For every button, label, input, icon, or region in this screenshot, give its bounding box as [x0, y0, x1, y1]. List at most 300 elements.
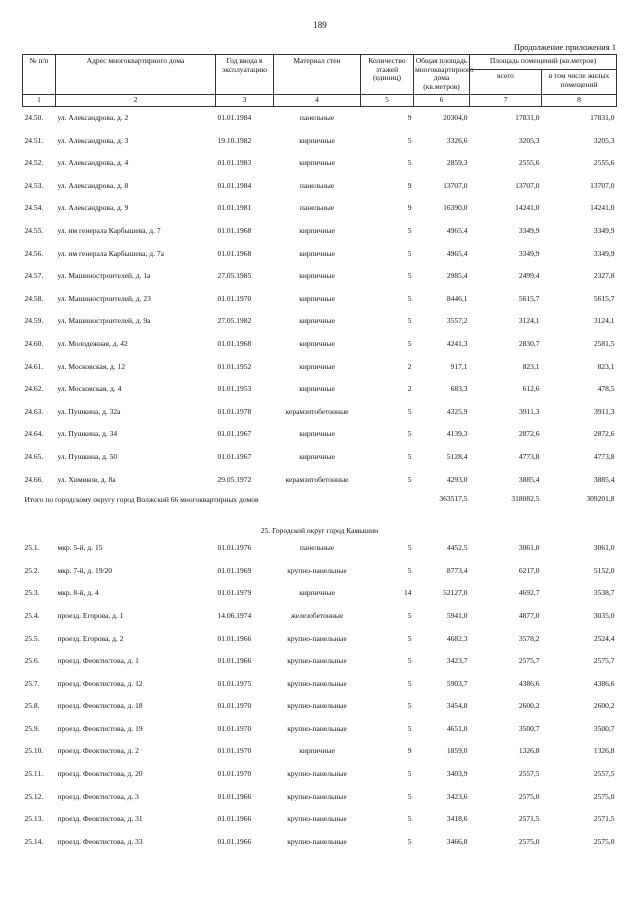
row-address: ул. Химиков, д. 8а: [57, 474, 116, 484]
row-wall-material: крупно-панельные: [287, 633, 347, 643]
row-index: 24.63.: [24, 406, 44, 416]
row-floors: 5: [407, 633, 412, 643]
row-residential-area: 3538,7: [593, 588, 615, 598]
row-premises-area: 3500,7: [518, 723, 540, 733]
row-wall-material: крупно-панельные: [287, 836, 347, 846]
row-commission-date: 01.01.1984: [217, 180, 252, 190]
row-residential-area: 14241,0: [590, 203, 615, 213]
row-premises-area: 14241,0: [515, 203, 540, 213]
row-index: 25.1.: [24, 543, 40, 553]
row-address: проезд. Феоктистова, д. 20: [57, 769, 143, 779]
row-premises-area: 3911,3: [519, 406, 540, 416]
row-address: ул. им генерала Карбышева, д. 7а: [57, 248, 164, 258]
row-address: ул. Машиностроителей, д. 23: [57, 293, 151, 303]
row-floors: 5: [407, 338, 412, 348]
row-address: ул. Александрова, д. 9: [57, 203, 129, 213]
row-residential-area: 2524,4: [593, 633, 615, 643]
row-floors: 9: [407, 180, 412, 190]
row-total-area: 20304,0: [443, 113, 468, 123]
row-wall-material: кирпичные: [299, 451, 335, 461]
row-floors: 2: [407, 384, 412, 394]
row-premises-area: 2830,7: [518, 338, 540, 348]
row-index: 25.4.: [24, 610, 40, 620]
row-floors: 5: [407, 158, 412, 168]
row-residential-area: 2600,2: [593, 701, 615, 711]
row-premises-area: 3205,3: [518, 135, 540, 145]
row-floors: 5: [407, 836, 412, 846]
header-premises-residential: в том числе жилых помещений: [542, 70, 617, 95]
row-residential-area: 2575,0: [593, 836, 615, 846]
row-commission-date: 01.01.1981: [217, 203, 252, 213]
total-area-sum: 363517,5: [439, 493, 468, 503]
row-address: проезд. Феоктистова, д. 33: [57, 836, 143, 846]
row-commission-date: 01.01.1979: [217, 588, 252, 598]
table-row: [23, 582, 617, 605]
row-premises-area: 2557,5: [518, 769, 540, 779]
row-index: 24.65.: [24, 451, 44, 461]
row-total-area: 4651,0: [446, 723, 468, 733]
row-floors: 5: [407, 701, 412, 711]
row-index: 24.61.: [24, 361, 44, 371]
table-row: [23, 740, 617, 763]
table-row: [23, 627, 617, 650]
row-total-area: 13707,0: [443, 180, 468, 190]
row-total-area: 4241,3: [446, 338, 468, 348]
row-commission-date: 01.01.1966: [217, 656, 252, 666]
row-index: 24.51.: [24, 135, 44, 145]
row-total-area: 3403,9: [446, 769, 468, 779]
row-floors: 5: [407, 451, 412, 461]
row-address: ул. Александрова, д. 3: [57, 135, 129, 145]
row-wall-material: кирпичные: [299, 316, 335, 326]
row-premises-area: 4773,8: [518, 451, 540, 461]
row-premises-area: 2575,7: [518, 656, 540, 666]
row-index: 25.2.: [24, 565, 40, 575]
row-total-area: 3326,6: [446, 135, 468, 145]
row-residential-area: 2581,5: [593, 338, 615, 348]
row-commission-date: 01.01.1969: [217, 565, 252, 575]
row-wall-material: крупно-панельные: [287, 678, 347, 688]
column-number: 3: [216, 94, 274, 106]
row-floors: 5: [407, 474, 412, 484]
column-number: 8: [542, 94, 617, 106]
row-total-area: 4965,4: [446, 226, 468, 236]
row-wall-material: крупно-панельные: [287, 769, 347, 779]
row-residential-area: 17831,0: [590, 113, 615, 123]
row-premises-area: 2872,6: [518, 429, 540, 439]
row-premises-area: 1326,8: [518, 746, 540, 756]
table-row: [23, 242, 617, 265]
table-row: [23, 763, 617, 786]
row-residential-area: 4773,8: [593, 451, 615, 461]
row-commission-date: 01.01.1976: [217, 543, 252, 553]
row-total-area: 683,3: [450, 384, 468, 394]
row-floors: 9: [407, 746, 412, 756]
row-address: проезд. Феоктистова, д. 18: [57, 701, 143, 711]
row-commission-date: 01.01.1953: [217, 384, 252, 394]
row-address: проезд. Феоктистова, д. 3: [57, 791, 139, 801]
section-title: 25. Городской округ город Камышин: [260, 525, 379, 535]
table-row: [23, 785, 617, 808]
row-residential-area: 3205,3: [593, 135, 615, 145]
header-total-area: Общая площадь многоквартирного дома (кв.метров): [414, 55, 470, 95]
row-wall-material: панельные: [299, 180, 335, 190]
table-row: [23, 310, 617, 333]
row-premises-area: 2575,0: [518, 791, 540, 801]
row-index: 24.57.: [24, 271, 44, 281]
row-floors: 5: [407, 814, 412, 824]
row-wall-material: панельные: [299, 543, 335, 553]
row-address: ул. Александрова, д. 8: [57, 180, 129, 190]
column-number-row: [23, 94, 617, 106]
header-premises-total: всего: [470, 70, 542, 95]
row-floors: 5: [407, 610, 412, 620]
row-commission-date: 27.05.1985: [217, 271, 252, 281]
row-premises-area: 4877,0: [518, 610, 540, 620]
row-wall-material: крупно-панельные: [287, 701, 347, 711]
row-premises-area: 2555,6: [518, 158, 540, 168]
row-address: ул. им генерала Карбышева, д. 7: [57, 226, 161, 236]
row-residential-area: 3124,1: [593, 316, 615, 326]
row-floors: 5: [407, 565, 412, 575]
row-wall-material: кирпичные: [299, 338, 335, 348]
row-premises-area: 3124,1: [518, 316, 540, 326]
row-residential-area: 3885,4: [593, 474, 615, 484]
row-commission-date: 01.01.1968: [217, 248, 252, 258]
row-index: 25.11.: [24, 769, 43, 779]
row-residential-area: 2327,8: [593, 271, 615, 281]
row-premises-area: 4692,7: [518, 588, 540, 598]
row-commission-date: 29.05.1972: [217, 474, 252, 484]
table-row: [23, 672, 617, 695]
row-address: проезд. Феоктистова, д. 19: [57, 723, 143, 733]
header-row: [23, 55, 617, 70]
row-floors: 5: [407, 429, 412, 439]
table-row: [23, 808, 617, 831]
row-commission-date: 01.01.1984: [217, 113, 252, 123]
row-address: проезд. Феоктистова, д. 31: [57, 814, 143, 824]
row-residential-area: 478,5: [597, 384, 615, 394]
table-row: [23, 378, 617, 401]
row-residential-area: 3035,0: [593, 610, 615, 620]
row-address: мкр. 8-й, д. 4: [57, 588, 99, 598]
row-commission-date: 19.10.1982: [217, 135, 252, 145]
column-number: 5: [361, 94, 414, 106]
row-commission-date: 01.01.1970: [217, 723, 252, 733]
row-index: 25.8.: [24, 701, 40, 711]
row-premises-area: 2575,0: [518, 836, 540, 846]
table-row: [23, 152, 617, 175]
row-total-area: 3466,8: [446, 836, 468, 846]
row-floors: 5: [407, 769, 412, 779]
row-address: ул. Машиностроителей, д. 9а: [57, 316, 151, 326]
row-wall-material: кирпичные: [299, 158, 335, 168]
table-row: [23, 400, 617, 423]
row-total-area: 4965,4: [446, 248, 468, 258]
row-address: ул. Александрова, д. 4: [57, 158, 129, 168]
total-premises-sum: 318082,5: [511, 493, 540, 503]
row-wall-material: кирпичные: [299, 429, 335, 439]
row-index: 24.59.: [24, 316, 44, 326]
column-number: 6: [414, 94, 470, 106]
total-block: [23, 491, 617, 537]
row-residential-area: 4386,6: [593, 678, 615, 688]
row-residential-area: 5615,7: [593, 293, 615, 303]
row-premises-area: 2571,5: [518, 814, 540, 824]
row-total-area: 5128,4: [446, 451, 468, 461]
row-index: 24.60.: [24, 338, 44, 348]
row-floors: 5: [407, 543, 412, 553]
row-residential-area: 2555,6: [593, 158, 615, 168]
table-row: [23, 287, 617, 310]
row-commission-date: 01.01.1968: [217, 338, 252, 348]
table-row: [23, 604, 617, 627]
row-commission-date: 01.01.1968: [217, 226, 252, 236]
total-label: Итого по городскому округу город Волжский 66 многоквартирных домов: [24, 494, 259, 504]
header-address: Адрес многоквартирного дома: [56, 55, 216, 95]
row-address: мкр. 5-й, д. 15: [57, 543, 103, 553]
row-floors: 5: [407, 248, 412, 258]
section-title-row: [23, 525, 617, 537]
row-total-area: 3423,6: [446, 791, 468, 801]
row-index: 24.62.: [24, 384, 44, 394]
row-address: проезд. Феоктистова, д. 1: [57, 656, 139, 666]
row-premises-area: 3885,4: [518, 474, 540, 484]
row-commission-date: 01.01.1970: [217, 293, 252, 303]
row-commission-date: 01.01.1970: [217, 701, 252, 711]
table-row: [23, 423, 617, 446]
row-commission-date: 01.01.1983: [217, 158, 252, 168]
row-wall-material: кирпичные: [299, 588, 335, 598]
table-row: [23, 717, 617, 740]
row-floors: 9: [407, 113, 412, 123]
row-residential-area: 3500,7: [593, 723, 615, 733]
row-floors: 5: [407, 723, 412, 733]
column-number: 4: [274, 94, 361, 106]
row-wall-material: железобетонные: [290, 610, 344, 620]
row-residential-area: 3349,9: [593, 248, 615, 258]
row-wall-material: панельные: [299, 203, 335, 213]
table-row: [23, 219, 617, 242]
header-index: № п/п: [23, 55, 56, 95]
row-total-area: 3418,6: [446, 814, 468, 824]
row-wall-material: кирпичные: [299, 271, 335, 281]
row-wall-material: крупно-панельные: [287, 814, 347, 824]
row-wall-material: кирпичные: [299, 226, 335, 236]
row-premises-area: 2600,2: [518, 701, 540, 711]
table-row: [23, 650, 617, 673]
row-total-area: 2859,3: [446, 158, 468, 168]
row-index: 24.66.: [24, 474, 44, 484]
row-address: проезд. Егорова, д. 2: [57, 633, 124, 643]
row-residential-area: 823,1: [597, 361, 615, 371]
total-residential-sum: 309201,8: [586, 493, 615, 503]
housing-register-table: [22, 54, 617, 853]
row-floors: 5: [407, 135, 412, 145]
row-wall-material: керамзитобетонные: [285, 474, 349, 484]
row-wall-material: кирпичные: [299, 361, 335, 371]
row-commission-date: 01.01.1966: [217, 814, 252, 824]
header-floors: Количество этажей (единиц): [361, 55, 414, 95]
row-commission-date: 01.01.1952: [217, 361, 252, 371]
row-premises-area: 5615,7: [518, 293, 540, 303]
row-index: 25.13.: [24, 814, 44, 824]
row-index: 24.53.: [24, 180, 44, 190]
row-address: ул. Московская, д. 12: [57, 361, 126, 371]
continuation-note: Продолжение приложения 1: [513, 42, 616, 52]
table-row: [23, 559, 617, 582]
row-commission-date: 27.05.1982: [217, 316, 252, 326]
row-address: ул. Пушкина, д. 50: [57, 451, 118, 461]
row-commission-date: 01.01.1967: [217, 429, 252, 439]
row-total-area: 3557,2: [446, 316, 468, 326]
row-total-area: 2985,4: [446, 271, 468, 281]
row-total-area: 1859,0: [446, 746, 468, 756]
column-number: 1: [23, 94, 56, 106]
row-commission-date: 01.01.1967: [217, 451, 252, 461]
row-address: проезд. Феоктистова, д. 12: [57, 678, 143, 688]
row-commission-date: 14.06.1974: [217, 610, 252, 620]
row-residential-area: 2575,7: [593, 656, 615, 666]
row-floors: 5: [407, 678, 412, 688]
row-total-area: 4139,3: [446, 429, 468, 439]
row-index: 25.3.: [24, 588, 40, 598]
table-row: [23, 265, 617, 288]
column-number: 2: [56, 94, 216, 106]
row-wall-material: кирпичные: [299, 384, 335, 394]
row-total-area: 4293,0: [446, 474, 468, 484]
row-residential-area: 3349,9: [593, 226, 615, 236]
row-commission-date: 01.01.1966: [217, 836, 252, 846]
row-residential-area: 2557,5: [593, 769, 615, 779]
row-residential-area: 3061,0: [593, 543, 615, 553]
row-residential-area: 2571,5: [593, 814, 615, 824]
row-total-area: 8446,1: [446, 293, 468, 303]
row-floors: 5: [407, 226, 412, 236]
row-premises-area: 6217,0: [518, 565, 540, 575]
row-premises-area: 3578,2: [518, 633, 540, 643]
row-index: 25.14.: [24, 836, 44, 846]
row-wall-material: кирпичные: [299, 135, 335, 145]
row-floors: 5: [407, 316, 412, 326]
row-wall-material: крупно-панельные: [287, 791, 347, 801]
column-number: 7: [470, 94, 542, 106]
row-total-area: 4452,5: [446, 543, 468, 553]
row-total-area: 8773,4: [446, 565, 468, 575]
header-wall-material: Материал стен: [274, 55, 361, 95]
row-floors: 14: [404, 588, 412, 598]
row-residential-area: 1326,8: [593, 746, 615, 756]
row-wall-material: кирпичные: [299, 293, 335, 303]
row-index: 24.54.: [24, 203, 44, 213]
row-total-area: 4682,3: [446, 633, 468, 643]
row-commission-date: 01.01.1970: [217, 746, 252, 756]
row-commission-date: 01.01.1966: [217, 791, 252, 801]
row-residential-area: 2575,0: [593, 791, 615, 801]
table-row: [23, 197, 617, 220]
row-wall-material: керамзитобетонные: [285, 406, 349, 416]
row-total-area: 4325,9: [446, 406, 468, 416]
row-premises-area: 4386,6: [518, 678, 540, 688]
row-wall-material: панельные: [299, 113, 335, 123]
row-address: проезд. Егорова, д. 1: [57, 610, 124, 620]
row-address: ул. Молодежная, д. 42: [57, 338, 128, 348]
table-row: [23, 332, 617, 355]
row-floors: 9: [407, 203, 412, 213]
row-wall-material: крупно-панельные: [287, 656, 347, 666]
table-row: [23, 695, 617, 718]
row-total-area: 3454,8: [446, 701, 468, 711]
row-floors: 5: [407, 791, 412, 801]
row-index: 25.10.: [24, 746, 44, 756]
row-index: 25.9.: [24, 723, 40, 733]
table-row: [23, 355, 617, 378]
row-residential-area: 2872,6: [593, 429, 615, 439]
row-commission-date: 01.01.1970: [217, 769, 252, 779]
row-floors: 5: [407, 293, 412, 303]
row-commission-date: 01.01.1978: [217, 406, 252, 416]
row-index: 24.64.: [24, 429, 44, 439]
row-commission-date: 01.01.1975: [217, 678, 252, 688]
row-total-area: 52127,0: [443, 588, 468, 598]
row-index: 25.7.: [24, 678, 40, 688]
row-floors: 5: [407, 656, 412, 666]
row-index: 24.56.: [24, 248, 44, 258]
row-address: мкр. 7-й, д. 19/20: [57, 565, 113, 575]
row-total-area: 16390,0: [443, 203, 468, 213]
table-row: [23, 468, 617, 491]
table-row: [23, 106, 617, 129]
table-row: [23, 129, 617, 152]
row-wall-material: крупно-панельные: [287, 723, 347, 733]
page-number: 189: [313, 20, 327, 30]
row-index: 24.55.: [24, 226, 44, 236]
row-address: ул. Московская, д. 4: [57, 384, 122, 394]
row-residential-area: 5152,0: [593, 565, 615, 575]
row-premises-area: 612,6: [522, 384, 540, 394]
row-premises-area: 3349,9: [518, 226, 540, 236]
table-row: [23, 830, 617, 853]
row-index: 25.12.: [24, 791, 44, 801]
table-row: [23, 537, 617, 560]
row-index: 25.6.: [24, 656, 40, 666]
row-total-area: 5941,0: [446, 610, 468, 620]
total-row: [23, 491, 617, 525]
row-wall-material: крупно-панельные: [287, 565, 347, 575]
row-index: 24.52.: [24, 158, 44, 168]
row-premises-area: 13707,0: [515, 180, 540, 190]
row-premises-area: 17831,0: [515, 113, 540, 123]
row-index: 25.5.: [24, 633, 40, 643]
rows-volzhsky: [23, 106, 617, 491]
table-row: [23, 174, 617, 197]
row-index: 24.50.: [24, 113, 44, 123]
header-premises-area: Площадь помещений (кв.метров): [470, 55, 617, 70]
header-year: Год ввода в эксплуатацию: [216, 55, 274, 95]
row-address: проезд. Феоктистова, д. 2: [57, 746, 139, 756]
row-address: ул. Пушкина, д. 32а: [57, 406, 121, 416]
row-residential-area: 3911,3: [594, 406, 615, 416]
row-floors: 5: [407, 271, 412, 281]
row-address: ул. Пушкина, д. 34: [57, 429, 118, 439]
row-address: ул. Машиностроителей, д. 1а: [57, 271, 151, 281]
row-total-area: 917,1: [450, 361, 468, 371]
row-total-area: 5903,7: [446, 678, 468, 688]
row-premises-area: 2499,4: [518, 271, 540, 281]
row-floors: 2: [407, 361, 412, 371]
row-wall-material: кирпичные: [299, 746, 335, 756]
row-address: ул. Александрова, д. 2: [57, 113, 129, 123]
